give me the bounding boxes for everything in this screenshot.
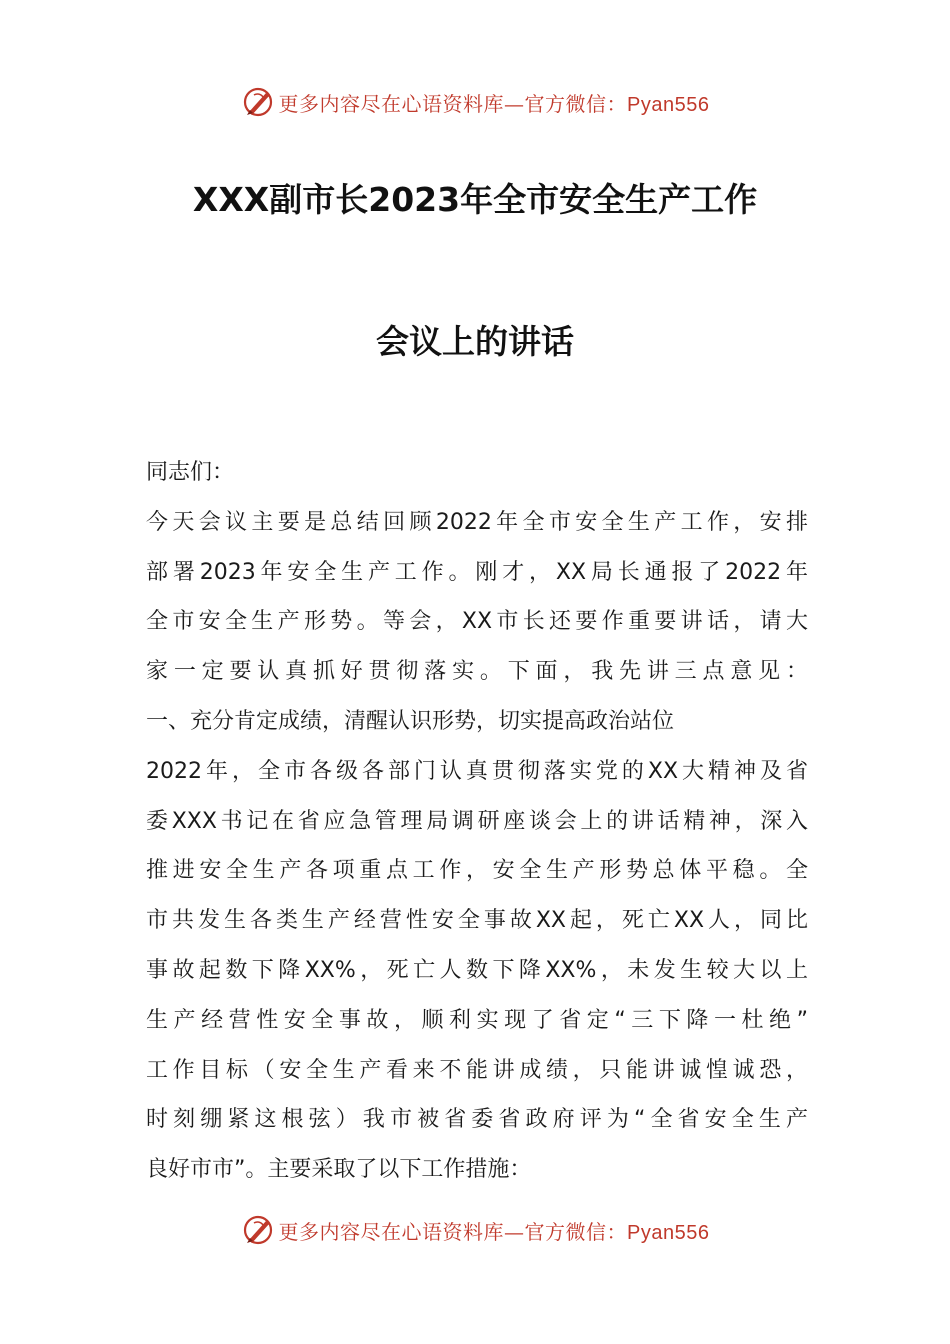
- body-line: 推进安全生产各项重点工作，安全生产形势总体平稳。全: [146, 858, 808, 884]
- body-line: 事故起数下降XX%，死亡人数下降XX%，未发生较大以上: [146, 957, 808, 983]
- document-title-line-2: 会议上的讲话: [376, 322, 574, 361]
- body-line: 家一定要认真抓好贯彻落实。下面，我先讲三点意见：: [146, 659, 808, 685]
- body-line: 工作目标（安全生产看来不能讲成绩，只能讲诚惶诚恐，: [146, 1057, 808, 1083]
- pen-logo-icon: [241, 1213, 275, 1247]
- body-line: 今天会议主要是总结回顾2022年全市安全生产工作，安排: [146, 509, 808, 535]
- document-body: [146, 448, 808, 1195]
- watermark-text: 更多内容尽在心语资料库—官方微信：Pyan556: [278, 91, 710, 116]
- body-line: 生产经营性安全事故，顺利实现了省定“三下降一杜绝”: [146, 1007, 808, 1033]
- body-line: 部署2023年安全生产工作。刚才，XX局长通报了2022年: [146, 559, 808, 585]
- watermark-text: 更多内容尽在心语资料库—官方微信：Pyan556: [278, 1219, 710, 1244]
- body-line: 良好市市”。主要采取了以下工作措施：: [146, 1157, 532, 1183]
- body-line: 时刻绷紧这根弦）我市被省委省政府评为“全省安全生产: [146, 1107, 808, 1133]
- watermark-footer: [0, 1210, 950, 1250]
- section-heading: 一、充分肯定成绩，清醒认识形势，切实提高政治站位: [146, 708, 675, 734]
- body-line: 全市安全生产形势。等会，XX市长还要作重要讲话，请大: [146, 609, 808, 635]
- pen-logo-icon: [241, 85, 275, 119]
- document-title-line-1: XXX副市长2023年全市安全生产工作: [192, 180, 758, 219]
- watermark-header: [0, 82, 950, 122]
- body-line: 委XXX书记在省应急管理局调研座谈会上的讲话精神，深入: [146, 808, 808, 834]
- body-line: 2022年，全市各级各部门认真贯彻落实党的XX大精神及省: [146, 758, 808, 784]
- body-line: 同志们：: [146, 460, 235, 485]
- body-line: 市共发生各类生产经营性安全事故XX起，死亡XX人，同比: [146, 908, 808, 934]
